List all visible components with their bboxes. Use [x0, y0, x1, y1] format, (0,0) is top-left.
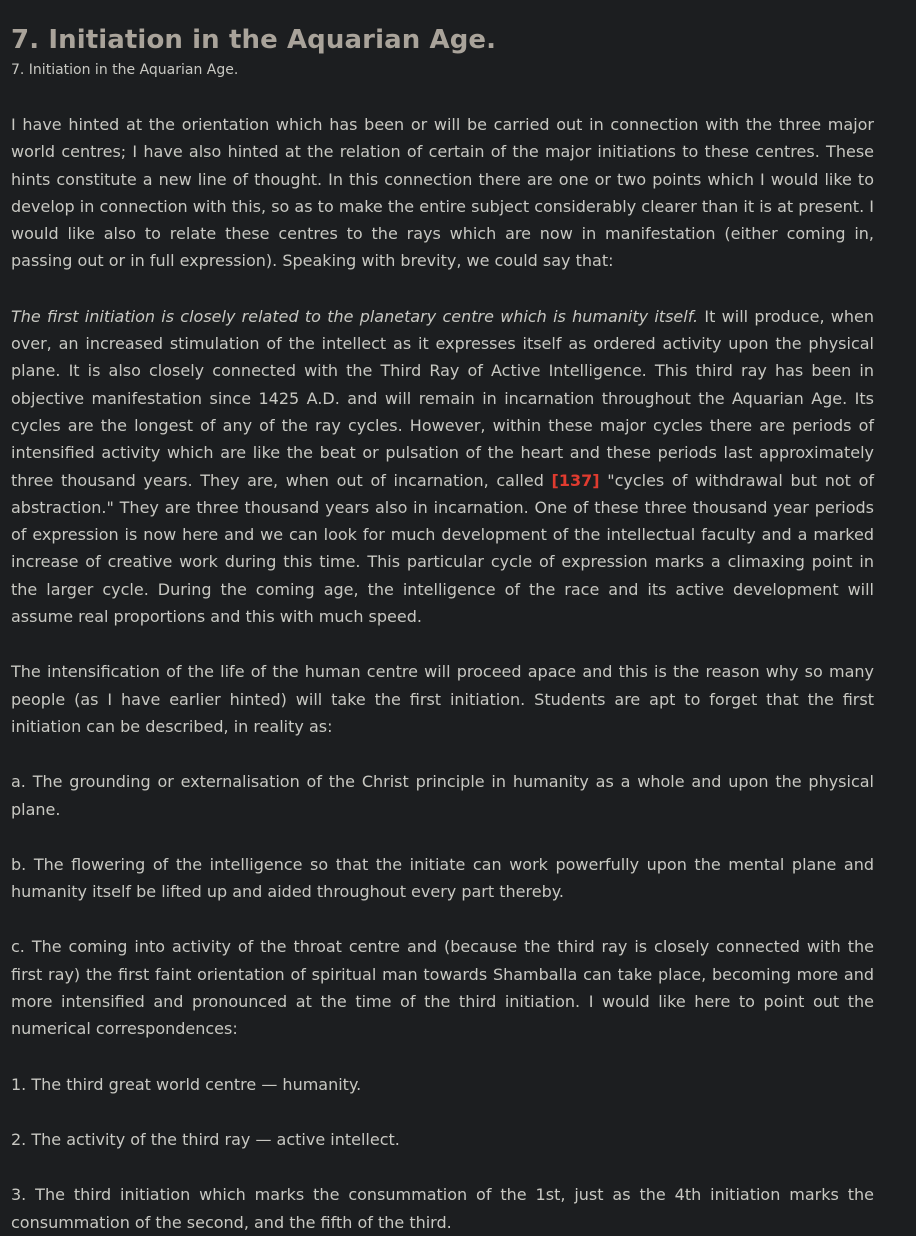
numbered-item-2: 2. The activity of the third ray — active intellect. — [11, 1129, 400, 1149]
numbered-item-3: 3. The third initiation which marks the consummation of the 1st, just as the 4th initiation marks the consummation of the second, and the fifth of the third. — [11, 1185, 874, 1232]
page-subtitle: 7. Initiation in the Aquarian Age. — [11, 62, 239, 78]
list-item-b: b. The flowering of the intelligence so that the initiate can work powerfully upon the mental plane and humanity itself be lifted up and aided throughout every part thereby. — [11, 854, 874, 902]
page-title: 7. Initiation in the Aquarian Age. — [11, 25, 497, 55]
paragraph-text: It will produce, when over, an increased stimulation of the intellect as it expresses itself as ordered activity upon the physical plane. It is also closely connected with the Third Ray of Active Intelligence. This third ray has been in objective manifestation since 1425 A.D. and will remain in incarnation throughout the Aquarian Age. Its cycles are the longest of any of the ray cycles. However, within these major cycles there are periods of intensified activity which are like the beat or pulsation of the heart and these periods last approximately three thousand years. They are, when out of incarnation, called — [11, 306, 875, 490]
paragraph-intro: I have hinted at the orientation which has been or will be carried out in connection with the three major world centres; I have also hinted at the relation of certain of the major initiations to these centres. These hints constitute a new line of thought. In this connection there are one or two points which I would like to develop in connection with this, so as to make the entire subject considerably clearer than it is at present. I would like also to relate these centres to the rays which are now in manifestation (either coming in, passing out or in full expression). Speaking with brevity, we could say that: — [11, 115, 874, 271]
list-item-a: a. The grounding or externalisation of the Christ principle in humanity as a whole and upon the physical plane. — [11, 772, 874, 819]
numbered-item-1: 1. The third great world centre — humanity. — [11, 1074, 362, 1094]
list-item-c: c. The coming into activity of the throat centre and (because the third ray is closely connected with the first ray) the first faint orientation of spiritual man towards Shamballa can take place, becoming more and more intensified and pronounced at the time of the third initiation. I would like here to point out the numerical correspondences: — [11, 937, 874, 1039]
page-reference-link[interactable]: [137] — [551, 470, 600, 490]
italic-emphasis: The first initiation is closely related to the planetary centre which is humanity itself. — [11, 306, 699, 326]
paragraph-intensification: The intensification of the life of the human centre will proceed apace and this is the reason why so many people (as I have earlier hinted) will take the first initiation. Students are apt to forget that the first initiation can be described, in reality as: — [11, 662, 874, 736]
paragraph-text: "cycles of withdrawal but not of abstraction." They are three thousand years also in incarnation. One of these three thousand year periods of expression is now here and we can look for much development of the intellectual faculty and a marked increase of creative work during this time. This particular cycle of expression marks a climaxing point in the larger cycle. During the coming age, the intelligence of the race and its active development will assume real proportions and this with much speed. — [11, 470, 875, 627]
paragraph-first-initiation — [11, 303, 874, 631]
